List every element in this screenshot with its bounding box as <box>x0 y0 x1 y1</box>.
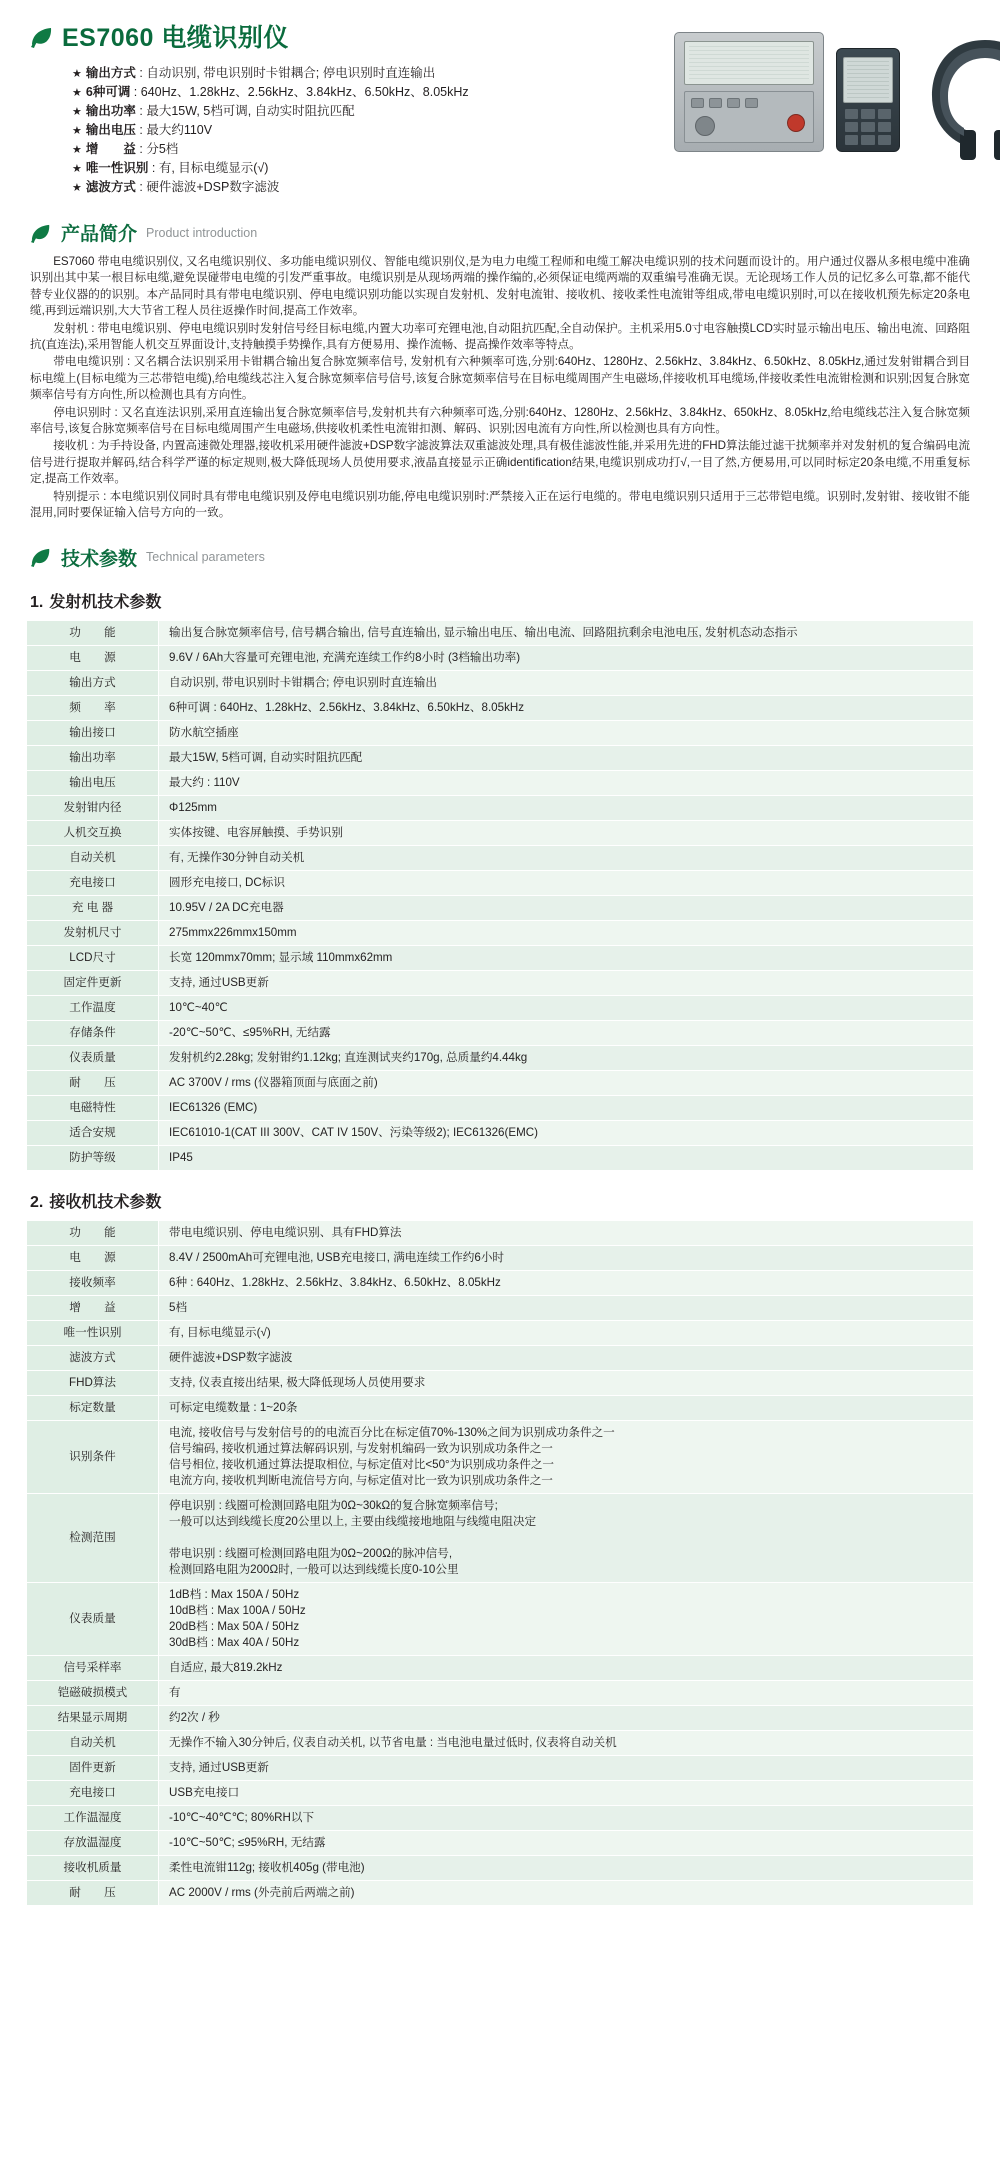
table-row <box>27 1395 974 1420</box>
spec-label: 结果显示周期 <box>27 1705 159 1730</box>
table-row <box>27 895 974 920</box>
bullet-label: 滤波方式 <box>85 180 136 194</box>
spec-value: 可标定电缆数量 : 1~20条 <box>159 1395 974 1420</box>
table-row <box>27 1220 974 1245</box>
list-item: ★ 6种可调 : 640Hz、1.28kHz、2.56kHz、3.84kHz、6.50kHz、8.05kHz <box>72 85 469 99</box>
spec-value: 6种 : 640Hz、1.28kHz、2.56kHz、3.84kHz、6.50kHz、8.05kHz <box>159 1270 974 1295</box>
spec-label: 信号采样率 <box>27 1655 159 1680</box>
spec-label: 发射机尺寸 <box>27 920 159 945</box>
keypad-key <box>878 109 891 119</box>
table-row <box>27 695 974 720</box>
table-row <box>27 1855 974 1880</box>
spec-label: 自动关机 <box>27 845 159 870</box>
star-icon: ★ <box>72 163 82 175</box>
spec-value: 硬件滤波+DSP数字滤波 <box>159 1345 974 1370</box>
spec-value-line: 停电识别 : 线圈可检测回路电阻为0Ω~30kΩ的复合脉宽频率信号; <box>169 1498 498 1512</box>
bullet-value: 640Hz、1.28kHz、2.56kHz、3.84kHz、6.50kHz、8.05kHz <box>140 85 469 99</box>
table-row <box>27 845 974 870</box>
spec-label: 存储条件 <box>27 1020 159 1045</box>
transmitter-screen <box>684 41 814 85</box>
spec-label: 耐 压 <box>27 1880 159 1905</box>
table-row <box>27 620 974 645</box>
receiver-spec-table <box>26 1220 974 1906</box>
bullet-value: 最大15W, 5档可调, 自动实时阻抗匹配 <box>146 104 355 118</box>
page-title: ES7060 电缆识别仪 <box>62 24 289 52</box>
keypad-key <box>878 122 891 132</box>
spec-value: IP45 <box>159 1145 974 1170</box>
table-row <box>27 1705 974 1730</box>
section-heading-tech <box>30 544 974 571</box>
receiver-screen <box>843 57 893 103</box>
spec-label: 充电接口 <box>27 870 159 895</box>
spec-label: 输出接口 <box>27 720 159 745</box>
list-item: ★ 增 益 : 分5档 <box>72 142 179 156</box>
spec-label: 输出方式 <box>27 670 159 695</box>
subsection-label: 发射机技术参数 <box>49 593 162 611</box>
spec-value-line: 电流, 接收信号与发射信号的的电流百分比在标定值70%-130%之间为识别成功条件之一 <box>169 1425 615 1439</box>
spec-value: 支持, 通过USB更新 <box>159 970 974 995</box>
star-icon: ★ <box>72 144 82 156</box>
table-row <box>27 1145 974 1170</box>
spec-label: 工作温湿度 <box>27 1805 159 1830</box>
spec-value: 有 <box>159 1680 974 1705</box>
bullet-label: 输出方式 <box>85 66 136 80</box>
spec-value: -20℃~50℃、≤95%RH, 无结露 <box>159 1020 974 1045</box>
spec-value-line: 信号相位, 接收机通过算法提取相位, 与标定值对比<50°为识别成功条件之一 <box>169 1457 555 1471</box>
table-row <box>27 1420 974 1493</box>
spec-value: AC 2000V / rms (外壳前后两端之前) <box>159 1880 974 1905</box>
spec-value: 5档 <box>159 1295 974 1320</box>
product-photo <box>646 14 974 189</box>
table-row <box>27 1020 974 1045</box>
table-row <box>27 1655 974 1680</box>
subsection-number: 2. <box>30 1193 44 1211</box>
table-row <box>27 770 974 795</box>
section-heading-intro <box>30 219 974 246</box>
spec-label: 输出功率 <box>27 745 159 770</box>
table-row <box>27 1582 974 1655</box>
keypad-key <box>861 135 874 145</box>
title-row <box>30 18 646 54</box>
star-icon: ★ <box>72 182 82 194</box>
spec-value: 最大15W, 5档可调, 自动实时阻抗匹配 <box>159 745 974 770</box>
intro-body <box>30 254 970 522</box>
star-icon: ★ <box>72 125 82 137</box>
bullet-value: 自动识别, 带电识别时卡钳耦合; 停电识别时直连输出 <box>146 66 436 80</box>
list-item: ★ 输出功率 : 最大15W, 5档可调, 自动实时阻抗匹配 <box>72 104 355 118</box>
spec-value: 实体按键、电容屏触摸、手势识别 <box>159 820 974 845</box>
spec-label: 仪表质量 <box>27 1582 159 1655</box>
spec-label: 增 益 <box>27 1295 159 1320</box>
spec-label: 充电接口 <box>27 1780 159 1805</box>
bullet-label: 6种可调 <box>85 85 131 99</box>
spec-value-line: 1dB档 : Max 150A / 50Hz <box>169 1587 300 1601</box>
bullet-value: 有, 目标电缆显示(√) <box>158 161 269 175</box>
table-row <box>27 1830 974 1855</box>
table-row <box>27 1070 974 1095</box>
spec-value: 275mmx226mmx150mm <box>159 920 974 945</box>
spec-label: 电 源 <box>27 1245 159 1270</box>
spec-value-line: 带电识别 : 线圈可检测回路电阻为0Ω~200Ω的脉冲信号, <box>169 1546 453 1560</box>
table-row <box>27 1320 974 1345</box>
table-row <box>27 1493 974 1582</box>
spec-label: 适合安规 <box>27 1120 159 1145</box>
spec-value: 无操作不输入30分钟后, 仪表自动关机, 以节省电量 : 当电池电量过低时, 仪表将自动关机 <box>159 1730 974 1755</box>
spec-value <box>159 1493 974 1582</box>
bullet-label: 增 益 <box>85 142 136 156</box>
spec-label: 功 能 <box>27 620 159 645</box>
table-row <box>27 970 974 995</box>
section-title-cn: 技术参数 <box>61 548 138 570</box>
spec-value: 支持, 通过USB更新 <box>159 1755 974 1780</box>
panel-button <box>745 98 758 108</box>
spec-value-line: 信号编码, 接收机通过算法解码识别, 与发射机编码一致为识别成功条件之一 <box>169 1441 553 1455</box>
bullet-label: 输出功率 <box>85 104 136 118</box>
paragraph: 发射机 : 带电电缆识别、停电电缆识别时发射信号经目标电缆,内置大功率可充锂电池,自动阻抗匹配,全自动保护。主机采用5.0寸电容触摸LCD实时显示输出电压、输出电流、回路阻抗(直连法),采用智能人机交互界面设计,支持触摸手势操作,具有方便易用、操作流畅、提高操作效率等特点。 <box>30 321 970 352</box>
spec-label: 人机交互换 <box>27 820 159 845</box>
spec-value: -10℃~40℃℃; 80%RH以下 <box>159 1805 974 1830</box>
spec-value: 支持, 仪表直接出结果, 极大降低现场人员使用要求 <box>159 1370 974 1395</box>
spec-value-line: 10dB档 : Max 100A / 50Hz <box>169 1603 306 1617</box>
spec-label: FHD算法 <box>27 1370 159 1395</box>
bullet-value: 硬件滤波+DSP数字滤波 <box>146 180 280 194</box>
paragraph: 接收机 : 为手持设备, 内置高速微处理器,接收机采用硬件滤波+DSP数字滤波算法双重滤波处理,具有极佳滤波性能,并采用先进的FHD算法能过滤干扰频率并对发射机的复合编码电流信号进行提取并解码,结合科学严谨的标定规则,极大降低现场人员使用要求,液晶直接显示正确identification结果,电缆识别成功打√,一目了然,方便易用,可以同时标定20条电缆,不用重复标定,提高工作效率。 <box>30 439 970 486</box>
spec-label: 电 源 <box>27 645 159 670</box>
table-row <box>27 1780 974 1805</box>
spec-label: 防护等级 <box>27 1145 159 1170</box>
spec-value: AC 3700V / rms (仪器箱顶面与底面之前) <box>159 1070 974 1095</box>
transmitter-panel <box>684 91 814 143</box>
table-row <box>27 670 974 695</box>
spec-label: 电磁特性 <box>27 1095 159 1120</box>
spec-value: 自动识别, 带电识别时卡钳耦合; 停电识别时直连输出 <box>159 670 974 695</box>
spec-label: 接收频率 <box>27 1270 159 1295</box>
power-button-icon <box>787 114 805 132</box>
spec-label: 频 率 <box>27 695 159 720</box>
receiver-keypad <box>845 109 891 143</box>
transmitter-spec-table <box>26 620 974 1171</box>
spec-value: 防水航空插座 <box>159 720 974 745</box>
spec-label: 铠磁破损模式 <box>27 1680 159 1705</box>
leaf-icon <box>30 547 52 567</box>
list-item: ★ 输出方式 : 自动识别, 带电识别时卡钳耦合; 停电识别时直连输出 <box>72 66 436 80</box>
table-row <box>27 1270 974 1295</box>
spec-value-line: 检测回路电阻为200Ω时, 一般可以达到线缆长度0-10公里 <box>169 1562 459 1576</box>
panel-button <box>691 98 704 108</box>
spec-label: 输出电压 <box>27 770 159 795</box>
list-item: ★ 滤波方式 : 硬件滤波+DSP数字滤波 <box>72 180 280 194</box>
paragraph: 特别提示 : 本电缆识别仪同时具有带电电缆识别及停电电缆识别功能,停电电缆识别时:严禁接入正在运行电缆的。带电电缆识别只适用于三芯带铠电缆。识别时,发射钳、接收钳不能混用,同时要保证输入信号方向的一致。 <box>30 489 970 520</box>
spec-label: 自动关机 <box>27 1730 159 1755</box>
spec-value: IEC61010-1(CAT III 300V、CAT IV 150V、污染等级2); IEC61326(EMC) <box>159 1120 974 1145</box>
table-row <box>27 995 974 1020</box>
spec-label: 标定数量 <box>27 1395 159 1420</box>
spec-value-line: 电流方向, 接收机判断电流信号方向, 与标定值对比一致为识别成功条件之一 <box>169 1473 553 1487</box>
spec-value: 约2次 / 秒 <box>159 1705 974 1730</box>
spec-value <box>159 1582 974 1655</box>
spec-label: 发射钳内径 <box>27 795 159 820</box>
spec-label: 固定件更新 <box>27 970 159 995</box>
spec-label: LCD尺寸 <box>27 945 159 970</box>
table-row <box>27 1295 974 1320</box>
bullet-label: 唯一性识别 <box>85 161 149 175</box>
keypad-key <box>878 135 891 145</box>
table-row <box>27 645 974 670</box>
section-title-cn: 产品简介 <box>61 224 138 245</box>
star-icon: ★ <box>72 106 82 118</box>
subsection-title-receiver <box>30 1189 974 1212</box>
keypad-key <box>845 109 858 119</box>
spec-label: 检测范围 <box>27 1493 159 1582</box>
list-item: ★ 唯一性识别 : 有, 目标电缆显示(√) <box>72 161 269 175</box>
spec-value: 长宽 120mmx70mm; 显示域 110mmx62mm <box>159 945 974 970</box>
keypad-key <box>861 122 874 132</box>
spec-value: 有, 目标电缆显示(√) <box>159 1320 974 1345</box>
section-title-en: Product introduction <box>146 225 258 240</box>
spec-value: 8.4V / 2500mAh可充锂电池, USB充电接口, 满电连续工作约6小时 <box>159 1245 974 1270</box>
panel-button <box>709 98 722 108</box>
paragraph: 带电电缆识别 : 又名耦合法识别采用卡钳耦合输出复合脉宽频率信号, 发射机有六种频率可选,分别:640Hz、1280Hz、2.56kHz、3.84kHz、6.50kHz、8.05kHz,通过发射钳耦合到目标电缆上(目标电缆为三芯带铠电缆),给电缆线芯注入复合脉宽频率信号信号,该复合脉宽频率信号在目标电缆周围产生电磁场,伴接收机耳电缆场,伴接收柔性电流钳检测和识别;因复合脉宽频率信号有方向性,所以检测也具有方向性。 <box>30 355 970 402</box>
spec-value: 有, 无操作30分钟自动关机 <box>159 845 974 870</box>
table-row <box>27 1045 974 1070</box>
table-row <box>27 745 974 770</box>
subsection-label: 接收机技术参数 <box>49 1193 162 1211</box>
paragraph: 停电识别时 : 又名直连法识别,采用直连输出复合脉宽频率信号,发射机共有六种频率可选,分别:640Hz、1280Hz、2.56kHz、3.84kHz、650kHz、8.05kHz,给电缆线芯注入复合脉宽频率信号,该复合脉宽频率信号在目标电缆周围产生电磁场,供接收机柔性电流钳扣测、解码、识别;因电流有方向性,所以检测也具有方向性。 <box>30 405 970 436</box>
table-row <box>27 820 974 845</box>
receiver-unit-image <box>836 48 900 152</box>
table-row <box>27 1680 974 1705</box>
transmitter-unit-image <box>674 32 824 152</box>
bullet-value: 分5档 <box>146 142 179 156</box>
panel-button <box>727 98 740 108</box>
transmitter-buttons <box>691 98 758 108</box>
table-row <box>27 1245 974 1270</box>
spec-label: 充 电 器 <box>27 895 159 920</box>
spec-label: 存放温湿度 <box>27 1830 159 1855</box>
spec-value-line: 30dB档 : Max 40A / 50Hz <box>169 1635 300 1649</box>
table-row <box>27 1880 974 1905</box>
table-row <box>27 1370 974 1395</box>
spec-value: 10.95V / 2A DC充电器 <box>159 895 974 920</box>
spec-value: 自适应, 最大819.2kHz <box>159 1655 974 1680</box>
header-text-block <box>26 14 646 197</box>
keypad-key <box>861 109 874 119</box>
leaf-icon <box>30 223 52 243</box>
star-icon: ★ <box>72 87 82 99</box>
spec-value: 输出复合脉宽频率信号, 信号耦合输出, 信号直连输出, 显示输出电压、输出电流、回路阻抗剩余电池电压, 发射机态动态指示 <box>159 620 974 645</box>
spec-label: 滤波方式 <box>27 1345 159 1370</box>
spec-value: 发射机约2.28kg; 发射钳约1.12kg; 直连测试夹约170g, 总质量约4.44kg <box>159 1045 974 1070</box>
bullet-value: 最大约110V <box>146 123 213 137</box>
table-row <box>27 1095 974 1120</box>
spec-value: 9.6V / 6Ah大容量可充锂电池, 充满充连续工作约8小时 (3档输出功率) <box>159 645 974 670</box>
spec-value: USB充电接口 <box>159 1780 974 1805</box>
subsection-number: 1. <box>30 593 44 611</box>
table-row <box>27 870 974 895</box>
paragraph: ES7060 带电电缆识别仪, 又名电缆识别仪、多功能电缆识别仪、智能电缆识别仪,是为电力电缆工程师和电缆工解决电缆识别的技术问题而设计的。用户通过仪器从多根电缆中准确识别出其中某一根目标电缆,避免误碰带电电缆的引发严重事故。电缆识别是从现场两端的操作编的,必须保证电缆两端的双重编号准确无误。无论现场工作人员的记忆多么可靠,都不能代替专业仪器的的识别。本产品同时具有带电电缆识别、停电电缆识别功能以实现自发射机、发射电流钳、接收机、接收柔性电流钳等组成,带电电缆识别时,可以在接收机预先标定20条电缆,再到远端识别,大大节省工程人员往返操作时间,提高工作效率。 <box>30 255 970 318</box>
spec-label: 接收机质量 <box>27 1855 159 1880</box>
spec-value: IEC61326 (EMC) <box>159 1095 974 1120</box>
keypad-key <box>845 122 858 132</box>
header-bullets <box>72 64 646 197</box>
table-row <box>27 795 974 820</box>
spec-label: 唯一性识别 <box>27 1320 159 1345</box>
table-row <box>27 1120 974 1145</box>
table-row <box>27 920 974 945</box>
spec-value: -10℃~50℃; ≤95%RH, 无结露 <box>159 1830 974 1855</box>
spec-label: 仪表质量 <box>27 1045 159 1070</box>
spec-value: 最大约 : 110V <box>159 770 974 795</box>
spec-value: 10℃~40℃ <box>159 995 974 1020</box>
spec-value: 圆形充电接口, DC标识 <box>159 870 974 895</box>
knob-icon <box>695 116 715 136</box>
bullet-label: 输出电压 <box>85 123 136 137</box>
leaf-icon <box>30 26 52 46</box>
table-row <box>27 720 974 745</box>
keypad-key <box>845 135 858 145</box>
spec-label: 识别条件 <box>27 1420 159 1493</box>
spec-value <box>159 1420 974 1493</box>
spec-label: 耐 压 <box>27 1070 159 1095</box>
spec-value-line: 20dB档 : Max 50A / 50Hz <box>169 1619 300 1633</box>
subsection-title-transmitter <box>30 589 974 612</box>
spec-label: 工作温度 <box>27 995 159 1020</box>
spec-label: 固件更新 <box>27 1755 159 1780</box>
spec-value: 带电电缆识别、停电电缆识别、具有FHD算法 <box>159 1220 974 1245</box>
table-row <box>27 1345 974 1370</box>
page-header <box>26 14 974 197</box>
table-row <box>27 1805 974 1830</box>
table-row <box>27 945 974 970</box>
table-row <box>27 1730 974 1755</box>
spec-value-line <box>169 1530 965 1546</box>
spec-value-line: 一般可以达到线缆长度20公里以上, 主要由线缆接地地阻与线缆电阻决定 <box>169 1514 537 1528</box>
spec-value: Φ125mm <box>159 795 974 820</box>
spec-label: 功 能 <box>27 1220 159 1245</box>
star-icon: ★ <box>72 68 82 80</box>
spec-value: 6种可调 : 640Hz、1.28kHz、2.56kHz、3.84kHz、6.50kHz、8.05kHz <box>159 695 974 720</box>
current-clamp-image <box>926 34 1000 164</box>
section-title-en: Technical parameters <box>146 550 265 564</box>
spec-value: 柔性电流钳112g; 接收机405g (带电池) <box>159 1855 974 1880</box>
table-row <box>27 1755 974 1780</box>
list-item: ★ 输出电压 : 最大约110V <box>72 123 213 137</box>
